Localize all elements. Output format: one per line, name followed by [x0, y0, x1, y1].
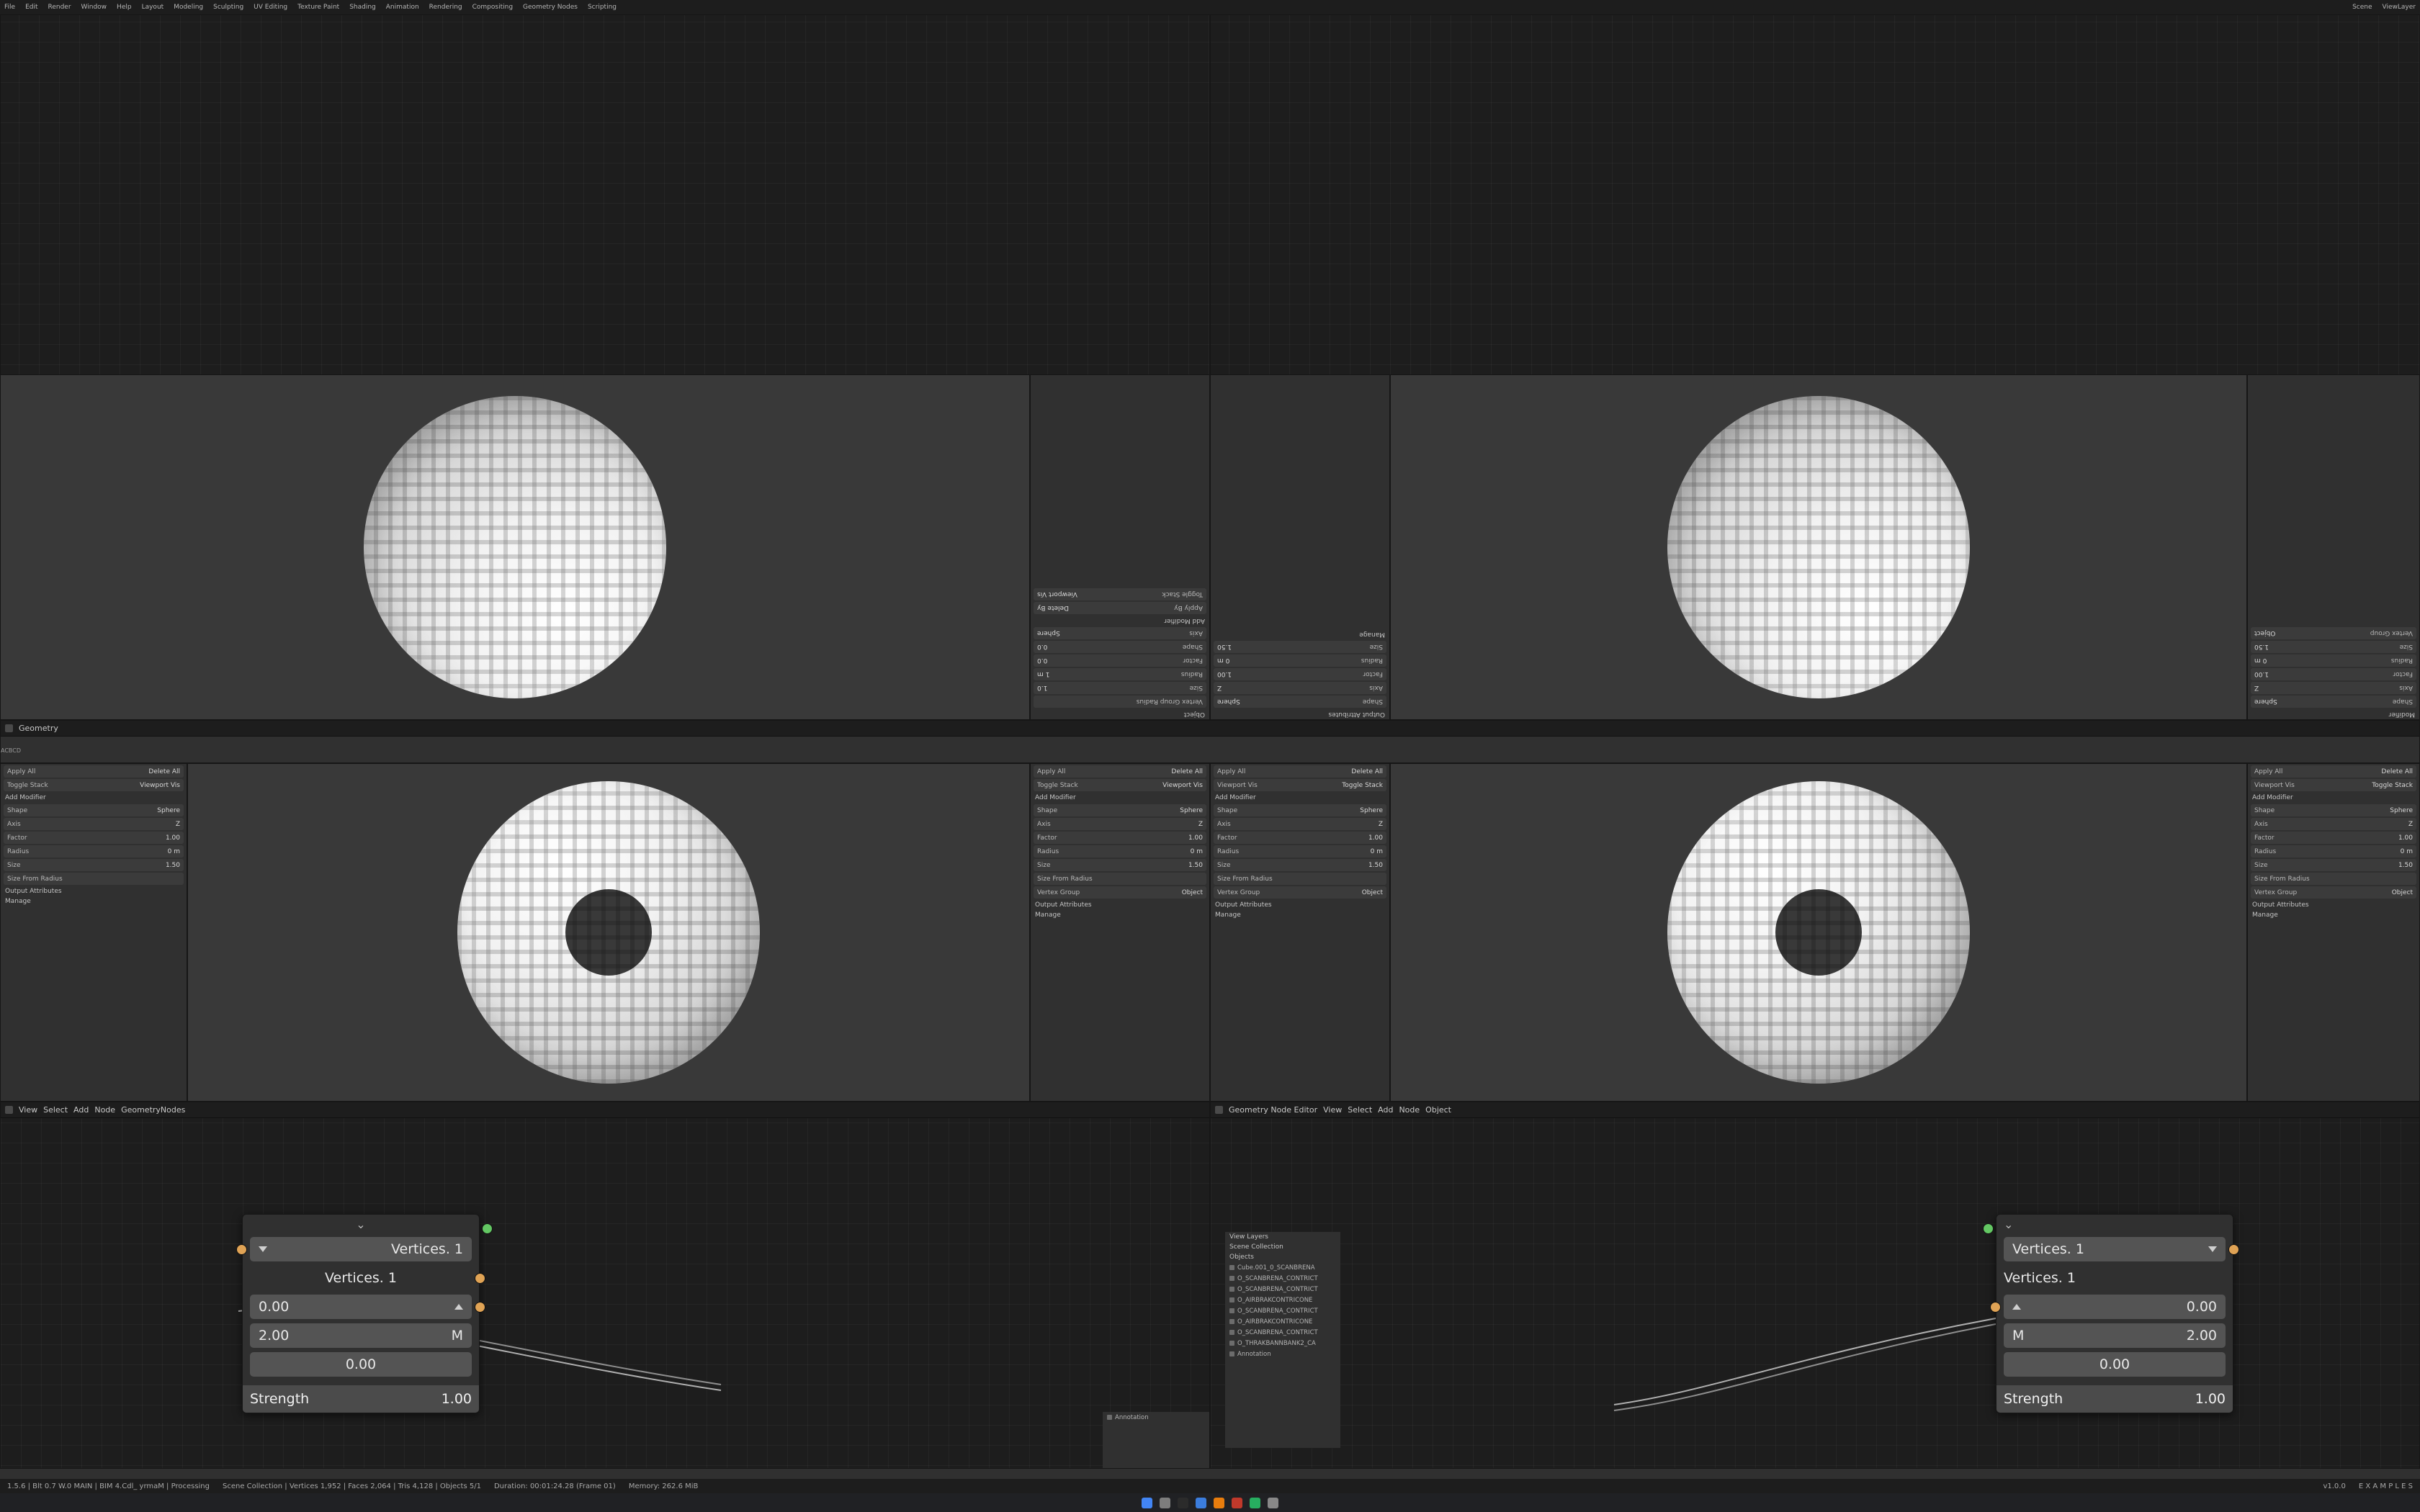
property-row[interactable]: Size 1.50	[2251, 641, 2416, 653]
menu-edit[interactable]: Edit	[25, 4, 38, 11]
object-icon	[1229, 1287, 1234, 1292]
size-from-radius-checkbox[interactable]: Size From Radius	[1034, 873, 1206, 885]
apply-all-button[interactable]: Apply All Delete All	[4, 765, 184, 778]
status-scene-stats: Scene Collection | Vertices 1,952 | Faces 2,064 | Tris 4,128 | Objects 5/1	[223, 1482, 481, 1490]
editor-type-icon[interactable]	[5, 1106, 13, 1114]
property-row[interactable]: Shape 0.0	[1034, 641, 1206, 653]
size-from-radius-checkbox[interactable]: Size From Radius	[4, 873, 184, 885]
node-subtitle: Vertices. 1	[2004, 1270, 2076, 1286]
node-value-field-3[interactable]: 0.00	[2004, 1352, 2226, 1377]
object-icon	[1229, 1265, 1234, 1270]
vertex-group-row[interactable]: Vertex Group Object	[2251, 627, 2416, 639]
property-row[interactable]: Shape Sphere	[2251, 696, 2416, 708]
property-row[interactable]: Factor 1.00	[2251, 832, 2416, 844]
spreadsheet-row-text: ACBCD	[1, 747, 22, 754]
property-row[interactable]: Vertex Group Radius	[1034, 696, 1206, 708]
vertex-group-row[interactable]: Vertex Group Object	[2251, 886, 2416, 899]
node-subtitle-row	[2004, 1266, 2226, 1290]
menu-select[interactable]: Select	[1348, 1105, 1373, 1115]
terminal-icon[interactable]	[1178, 1498, 1188, 1508]
toggle-stack-button[interactable]: Viewport Vis Toggle Stack	[1214, 779, 1386, 791]
viewport-bottom-right[interactable]	[1390, 763, 2247, 1102]
property-row[interactable]: Radius 0 m	[1034, 845, 1206, 858]
annotation-icon	[1107, 1415, 1112, 1420]
node-socket-geometry-out[interactable]	[2228, 1244, 2239, 1255]
sphere-mesh	[457, 781, 760, 1084]
spreadsheet-header[interactable]	[1, 721, 2419, 737]
object-icon	[1229, 1319, 1234, 1324]
node-value-field-1[interactable]: 0.00	[2186, 1299, 2217, 1315]
property-row[interactable]: Size 1.50	[1214, 859, 1386, 871]
property-row[interactable]: Shape Sphere	[1214, 804, 1386, 816]
property-row[interactable]: Size 1.0	[1034, 682, 1206, 694]
node-mode-label: M	[451, 1328, 463, 1344]
spreadsheet-rows[interactable]	[1, 737, 2419, 763]
list-item[interactable]: O_THRAKBANNBANK2_CA	[1225, 1338, 1340, 1349]
sphere-render	[1391, 764, 2246, 1101]
workspace-compositing[interactable]: Compositing	[472, 4, 514, 11]
properties-title: Object	[1183, 711, 1205, 718]
property-row[interactable]: Factor 1.00	[1034, 832, 1206, 844]
output-attributes-label[interactable]: Output Attributes	[1035, 901, 1092, 909]
node-strength-label: Strength	[250, 1391, 310, 1407]
chrome-icon[interactable]	[1142, 1498, 1152, 1508]
object-name[interactable]: Object	[1425, 1105, 1451, 1115]
sphere-mesh	[364, 396, 666, 698]
property-row[interactable]: Axis Z	[1214, 818, 1386, 830]
spreadsheet-strip[interactable]	[0, 720, 2420, 763]
node-body	[1996, 1231, 2233, 1385]
properties-title: Output Attributes	[1328, 711, 1385, 718]
node-socket-value[interactable]	[482, 1223, 493, 1234]
add-modifier-label[interactable]: Add Modifier	[1035, 794, 1076, 801]
property-row[interactable]: Axis Z	[4, 818, 184, 830]
property-row[interactable]: Radius 0 m	[2251, 845, 2416, 858]
property-row[interactable]: Size 1.50	[4, 859, 184, 871]
sphere-hole	[1775, 889, 1862, 976]
node-socket-geometry-in[interactable]	[1990, 1302, 2001, 1313]
object-icon	[1229, 1308, 1234, 1313]
chevron-down-icon[interactable]	[259, 1246, 267, 1252]
status-duration: Duration: 00:01:24.28 (Frame 01)	[493, 1482, 616, 1490]
node-strength-value[interactable]: 1.00	[2195, 1391, 2226, 1407]
menu-add[interactable]: Add	[1378, 1105, 1394, 1115]
spreadsheet-title: Geometry	[19, 724, 58, 733]
list-item-annotation[interactable]: Annotation	[1103, 1412, 1210, 1423]
output-attributes-label[interactable]: Output Attributes	[2252, 901, 2309, 909]
node-editor-canvas-d[interactable]	[1211, 1102, 2419, 1468]
list-item[interactable]: O_SCANBRENA_CONTRICT	[1225, 1273, 1340, 1284]
triangle-up-icon[interactable]	[2012, 1304, 2021, 1310]
list-item[interactable]: O_SCANBRENA_CONTRICT	[1225, 1284, 1340, 1295]
object-icon	[1229, 1341, 1234, 1346]
menu-window[interactable]: Window	[81, 4, 107, 11]
properties-bottom-left[interactable]	[0, 763, 187, 1102]
quadrant-bottom-right	[1210, 1102, 2420, 1469]
node-value-field-3[interactable]: 0.00	[250, 1352, 472, 1377]
status-memory: Memory: 262.6 MiB	[628, 1482, 699, 1490]
geometry-node-vertices-d[interactable]	[1996, 1214, 2233, 1413]
menu-node[interactable]: Node	[94, 1105, 116, 1115]
node-title-text: Vertices. 1	[2012, 1241, 2084, 1257]
sphere-mesh	[1667, 781, 1970, 1084]
workspace-shading[interactable]: Shading	[349, 4, 376, 11]
apply-all-button[interactable]: Apply All Delete All	[1214, 765, 1386, 778]
viewport-bottom-left[interactable]	[187, 763, 1030, 1102]
properties-top-left[interactable]	[1030, 374, 1210, 720]
manage-label[interactable]: Manage	[1359, 631, 1385, 638]
node-strength-value[interactable]: 1.00	[441, 1391, 472, 1407]
property-row[interactable]: Axis Z	[1214, 682, 1386, 694]
vertex-group-row[interactable]: Vertex Group Object	[1214, 886, 1386, 899]
property-row[interactable]: Axis Z	[1034, 818, 1206, 830]
property-row[interactable]: Radius 0 m	[1214, 654, 1386, 667]
spreadsheet-icon[interactable]	[5, 724, 13, 732]
menu-node[interactable]: Node	[1399, 1105, 1420, 1115]
property-row[interactable]: Axis Z	[2251, 818, 2416, 830]
files-icon[interactable]	[1160, 1498, 1170, 1508]
node-subtitle: Vertices. 1	[325, 1270, 397, 1286]
list-item-annotation[interactable]: Annotation	[1225, 1349, 1340, 1359]
workspace-uv[interactable]: UV Editing	[254, 4, 288, 11]
add-modifier-label[interactable]: Add Modifier	[1215, 794, 1256, 801]
node-value-row-1[interactable]	[2004, 1295, 2226, 1319]
list-item[interactable]: O_AIRBRAKCONTRICONE	[1225, 1295, 1340, 1305]
property-row[interactable]: Factor 1.00	[2251, 668, 2416, 680]
node-header[interactable]	[243, 1385, 479, 1413]
vertex-group-row[interactable]: Vertex Group Object	[1034, 886, 1206, 899]
menu-render[interactable]: Render	[48, 4, 71, 11]
status-examples: E X A M P L E S	[2358, 1482, 2413, 1490]
geometry-node-vertices-c[interactable]	[242, 1214, 480, 1413]
properties-bottom-right[interactable]	[2247, 763, 2420, 1102]
properties-title: Modifier	[2388, 711, 2415, 718]
modifier-name[interactable]: GeometryNodes	[121, 1105, 186, 1115]
properties-bottom-center-a[interactable]	[1030, 763, 1210, 1102]
blender-icon[interactable]	[1214, 1498, 1224, 1508]
menu-select[interactable]: Select	[43, 1105, 68, 1115]
outliner-d[interactable]	[1225, 1232, 1340, 1448]
workspace-texpaint[interactable]: Texture Paint	[297, 4, 340, 11]
add-modifier-label[interactable]: Add Modifier	[1164, 617, 1205, 624]
property-row[interactable]: Factor 1.00	[4, 832, 184, 844]
toggle-stack-button[interactable]: Viewport Vis Toggle Stack	[2251, 779, 2416, 791]
node-title-row[interactable]	[2004, 1237, 2226, 1261]
node-socket-geometry-out[interactable]	[475, 1273, 485, 1284]
properties-bottom-center-b[interactable]	[1210, 763, 1390, 1102]
calc-icon[interactable]	[1250, 1498, 1260, 1508]
object-icon	[1229, 1297, 1234, 1302]
text-editor-icon[interactable]	[1196, 1498, 1206, 1508]
properties-top-right-b[interactable]	[2247, 374, 2420, 720]
property-row[interactable]: Size 1.50	[2251, 859, 2416, 871]
output-attributes-label[interactable]: Output Attributes	[5, 888, 62, 895]
property-row[interactable]: Axis Sphere	[1034, 627, 1206, 639]
taskbar[interactable]	[0, 1493, 2420, 1512]
list-item[interactable]: O_AIRBRAKCONTRICONE	[1225, 1316, 1340, 1327]
list-item[interactable]: O_SCANBRENA_CONTRICT	[1225, 1327, 1340, 1338]
editor-type-icon[interactable]	[1215, 1106, 1223, 1114]
sphere-mesh	[1667, 396, 1970, 698]
property-row[interactable]: Factor 1.00	[1214, 832, 1386, 844]
node-editor-header-c[interactable]	[1, 1102, 1210, 1118]
property-row[interactable]: Shape Sphere	[1034, 804, 1206, 816]
property-row[interactable]: Shape Sphere	[4, 804, 184, 816]
node-value-row-1[interactable]	[250, 1295, 472, 1319]
menu-view[interactable]: View	[19, 1105, 38, 1115]
menu-view[interactable]: View	[1323, 1105, 1343, 1115]
menu-file[interactable]: File	[4, 4, 16, 11]
chevron-down-icon[interactable]	[2208, 1246, 2217, 1252]
toggle-stack-button[interactable]: Toggle Stack Viewport Vis	[4, 779, 184, 791]
apply-by-button[interactable]: Apply By Delete By	[1034, 602, 1206, 614]
viewport-top-left[interactable]	[0, 374, 1030, 720]
property-row[interactable]: Factor 1.00	[1214, 668, 1386, 680]
sphere-render	[1, 375, 1029, 719]
property-row[interactable]: Radius 0 m	[2251, 654, 2416, 667]
property-row[interactable]: Size 1.50	[1034, 859, 1206, 871]
node-title-row[interactable]	[250, 1237, 472, 1261]
add-modifier-label[interactable]: Add Modifier	[2252, 794, 2293, 801]
manage-label[interactable]: Manage	[2252, 912, 2278, 919]
scene-selector[interactable]: Scene	[2352, 4, 2372, 11]
apply-all-button[interactable]: Apply All Delete All	[1034, 765, 1206, 778]
manage-label[interactable]: Manage	[5, 898, 31, 905]
size-from-radius-checkbox[interactable]: Size From Radius	[2251, 873, 2416, 885]
object-icon	[1229, 1330, 1234, 1335]
node-socket-in[interactable]	[236, 1244, 247, 1255]
status-bar	[0, 1479, 2420, 1493]
property-row[interactable]: Factor 0.0	[1034, 654, 1206, 667]
viewlayer-selector[interactable]: ViewLayer	[2382, 4, 2416, 11]
node-title-text: Vertices. 1	[391, 1241, 463, 1257]
node-socket-geometry-in[interactable]	[475, 1302, 485, 1313]
sphere-hole	[565, 889, 652, 976]
quadrant-bottom-left	[0, 1102, 1210, 1469]
object-mode-selector[interactable]: Geometry Node Editor	[1229, 1105, 1318, 1115]
node-body	[243, 1231, 479, 1385]
property-row[interactable]: Shape Sphere	[1214, 696, 1386, 708]
view-layers-label[interactable]: View Layers	[1229, 1233, 1268, 1241]
status-version: 1.5.6 | Blt 0.7 W.0 MAIN | BIM 4.Cdl_ yrmaM | Processing	[7, 1482, 210, 1490]
property-row[interactable]: Radius 0 m	[4, 845, 184, 858]
property-row[interactable]: Radius 0 m	[1214, 845, 1386, 858]
node-socket-value[interactable]	[1983, 1223, 1994, 1234]
list-item[interactable]: Cube.001_0_SCANBRENA	[1225, 1262, 1340, 1273]
media-icon[interactable]	[1232, 1498, 1242, 1508]
workspace-modeling[interactable]: Modeling	[174, 4, 204, 11]
property-row[interactable]: Radius 1 m	[1034, 668, 1206, 680]
node-strength-label: Strength	[2004, 1391, 2063, 1407]
status-app-version: v1.0.0	[2323, 1482, 2346, 1490]
property-row[interactable]: Axis Z	[2251, 682, 2416, 694]
toggle-stack-button[interactable]: Toggle Stack Viewport Vis	[1034, 779, 1206, 791]
manage-label[interactable]: Manage	[1215, 912, 1241, 919]
add-modifier-label[interactable]: Add Modifier	[5, 794, 46, 801]
size-from-radius-checkbox[interactable]: Size From Radius	[1214, 873, 1386, 885]
workspace-geometry-nodes[interactable]: Geometry Nodes	[523, 4, 578, 11]
node-subtitle-row	[250, 1266, 472, 1290]
settings-icon[interactable]	[1268, 1498, 1278, 1508]
menu-add[interactable]: Add	[73, 1105, 89, 1115]
node-value-field-2[interactable]: 2.00	[259, 1328, 290, 1344]
list-item[interactable]: O_SCANBRENA_CONTRICT	[1225, 1305, 1340, 1316]
node-value-field-1[interactable]: 0.00	[259, 1299, 290, 1315]
node-editor-header-d[interactable]	[1211, 1102, 2420, 1118]
output-attributes-label[interactable]: Output Attributes	[1215, 901, 1272, 909]
node-mode-label: M	[2012, 1328, 2025, 1344]
apply-all-button[interactable]: Apply All Delete All	[2251, 765, 2416, 778]
sphere-render	[188, 764, 1029, 1101]
sphere-render	[1391, 375, 2246, 719]
outliner-c[interactable]	[1103, 1412, 1210, 1469]
workspace-rendering[interactable]: Rendering	[429, 4, 462, 11]
workspace-animation[interactable]: Animation	[385, 4, 419, 11]
toggle-stack-button[interactable]: Toggle Stack Viewport Vis	[1034, 588, 1206, 600]
node-value-field-2[interactable]: 2.00	[2186, 1328, 2217, 1344]
top-menu-bar[interactable]	[0, 0, 2420, 14]
annotation-icon	[1229, 1351, 1234, 1356]
scene-collection-label[interactable]: Scene Collection	[1229, 1243, 1283, 1251]
object-icon	[1229, 1276, 1234, 1281]
property-row[interactable]: Shape Sphere	[2251, 804, 2416, 816]
node-mode-field[interactable]	[2004, 1323, 2226, 1348]
node-collapse-chevron[interactable]: ⌄	[2004, 1218, 2014, 1231]
properties-top-right-a[interactable]	[1210, 374, 1390, 720]
triangle-up-icon[interactable]	[454, 1304, 463, 1310]
property-row[interactable]: Size 1.50	[1214, 641, 1386, 653]
viewport-top-right[interactable]	[1390, 374, 2247, 720]
menu-help[interactable]: Help	[117, 4, 132, 11]
node-editor-canvas-c[interactable]	[1, 1102, 1209, 1468]
workspace-sculpting[interactable]: Sculpting	[213, 4, 244, 11]
manage-label[interactable]: Manage	[1035, 912, 1061, 919]
workspace-layout[interactable]: Layout	[141, 4, 164, 11]
workspace-scripting[interactable]: Scripting	[587, 4, 617, 11]
node-collapse-chevron[interactable]: ⌄	[356, 1218, 366, 1231]
node-mode-field[interactable]	[250, 1323, 472, 1348]
node-header[interactable]	[1996, 1385, 2233, 1413]
objects-label[interactable]: Objects	[1229, 1254, 1255, 1261]
